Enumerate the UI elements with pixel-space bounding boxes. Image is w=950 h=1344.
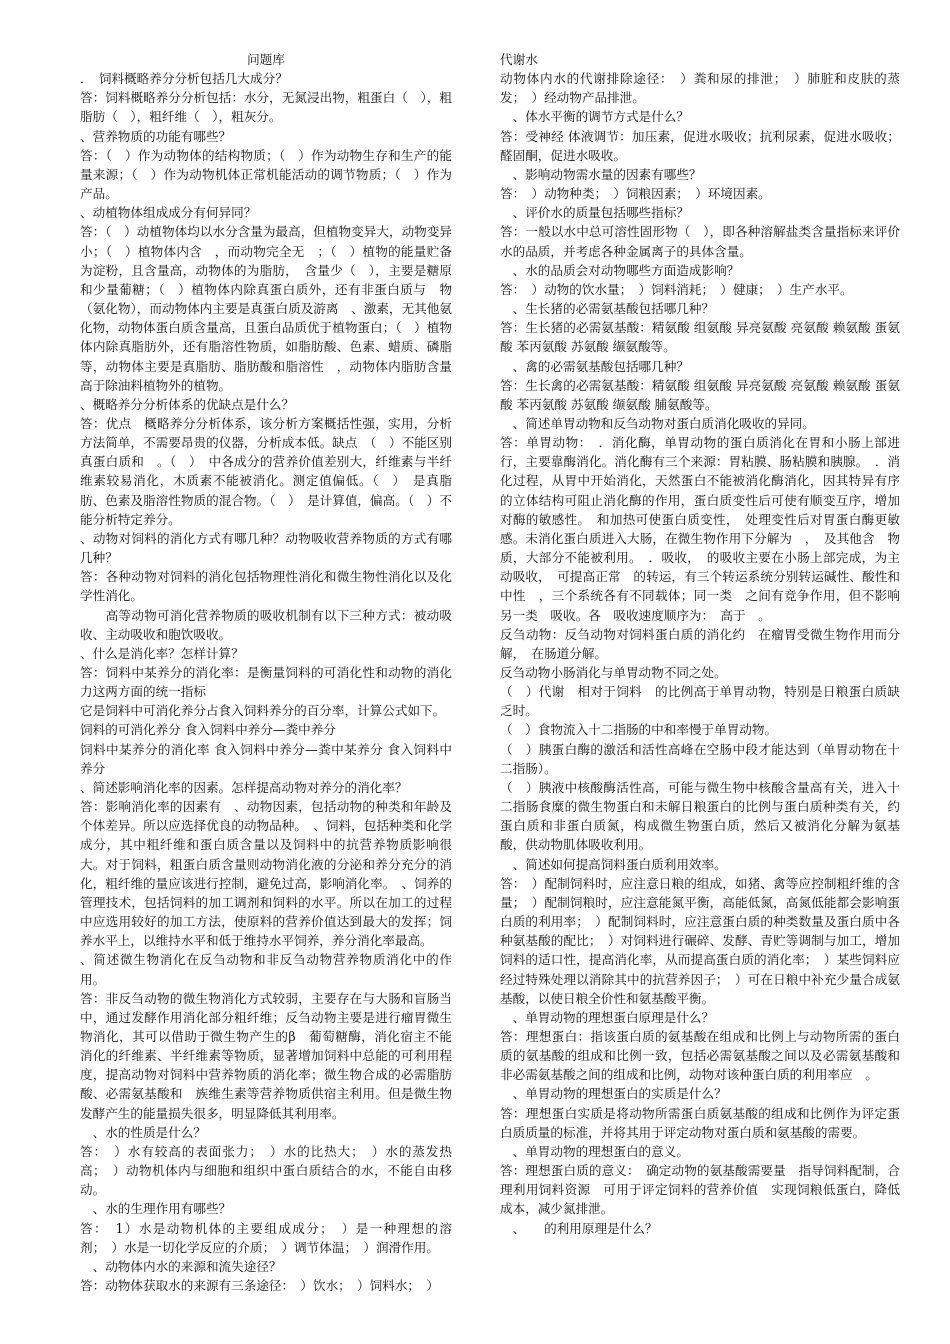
answer-12: 答：受神经 体液调节：加压素，促进水吸收；抗利尿素，促进水吸收；醛固酮，促进水吸收。 [500, 128, 900, 163]
formula-digestible-nutrient: 饲料的可消化养分 食入饲料中养分—粪中养分 [80, 722, 336, 738]
question-9: 、水的性质是什么？ [80, 1124, 206, 1140]
answer-14: 答：一般以水中总可溶性固形物（ ），即各种溶解盐类含量指标来评价水的品质，并考虑各种金属离子的具体含量。 [500, 224, 900, 259]
answer-18-ruminant: 反刍动物：反刍动物对饲料蛋白质的消化约 在瘤胃受微生物作用而分解， 在肠道分解。 [500, 626, 900, 661]
question-4: 、概略养分分析体系的优缺点是什么？ [80, 396, 295, 412]
answer-10: 答： 1）水是动物机体的主要组成成分； ）是一种理想的溶剂； ）水是一切化学反应的介质； ）调节体温； ）润滑作用。 [80, 1220, 452, 1255]
answer-7: 答：影响消化率的因素有 、动物因素，包括动物的种类和年龄及个体差异。所以应选择优良的动物品种。 、饲料，包括种类和化学成分，其中粗纤维和蛋白质含量以及饲料中的抗营养物质影响很大。对于饲料，粗蛋白质含量则动物消化液的分泌和养分充分的消化，粗纤维的量应该进行控制，避免过高，影响消化率。 、饲养的管理技术，包括饲料的加工调剂和饲料的水平。所以在加工的过程中应选用较好的加工方法，使原料的营养价值达到最大的发挥；饲养水平上，以维持水平和低于维持水平饲养，养分消化率最高。 [80, 799, 452, 949]
question-3: 、动植物体组成成分有何异同？ [80, 205, 257, 221]
answer-18-monogastric: 答：单胃动物： ．消化酶，单胃动物的蛋白质消化在胃和小肠上部进行，主要靠酶消化。消化酶有三个来源：胃粘膜、肠粘膜和胰腺。 ．消化过程，从胃中开始消化，天然蛋白不能被消化酶消化，因其特异有序的立体结构可阻止消化酶的作用，蛋白质变性后可使有顺变互序，增加对酶的敏感性。 和加热可使蛋白质变性， 处理变性后对胃蛋白酶更敏感。未消化蛋白质进入大肠，在微生物作用下分解为 ， 及其他含 物质，大部分不能被利用。 ．吸收， 的吸收主要在小肠上部完成，为主动吸收， 可提高正常 的转运，有三个转运系统分别转运碱性、酸性和中性 ，三个系统各有不同载体；同一类 之间有竞争作用，但不影响另一类 吸收。各 吸收速度顺序为： 高于 。 [500, 435, 900, 623]
answer-11-continued: 代谢水 [500, 52, 538, 67]
answer-17: 答：生长禽的必需氨基酸：精氨酸 组氨酸 异亮氨酸 亮氨酸 赖氨酸 蛋氨酸 苯丙氨酸 苏氨酸 缬氨酸 脯氨酸等。 [500, 377, 900, 412]
question-6: 、什么是消化率？怎样计算？ [80, 645, 244, 661]
answer-19: 答： ）配制饲料时，应注意日粮的组成，如猪、禽等应控制粗纤维的含量； ）配制饲粮时，应注意能氮平衡，高能低氮，高氮低能都会影响蛋白质的利用率； ）配制饲料时，应注意蛋白质的种类数量及蛋白质中各种氨基酸的配比； ）对饲料进行碾碎、发酵、青贮等调制与加工，增加饲料的适口性，提高消化率，从而提高蛋白质的消化率； ）某些饲料应经过特殊处理以消除其中的抗营养因子； ）可在日粮中补充少量合成氨基酸，以使日粮全价性和氨基酸平衡。 [500, 875, 900, 1006]
question-1: ． 饲料概略养分分析包括几大成分？ [80, 71, 288, 87]
answer-18-differences-heading: 反刍动物小肠消化与单胃动物不同之处。 [500, 665, 727, 680]
answer-6: 答：饲料中某养分的消化率：是衡量饲料的可消化性和动物的消化力这两方面的统一指标 [80, 665, 452, 700]
answer-18-difference-4: （ ）胰液中核酸酶活性高，可能与微生物中核酸含量高有关，进入十二指肠食糜的微生物蛋白和未解日粮蛋白的比例与蛋白质种类有关，约蛋白质和非蛋白质氮，构成微生物蛋白质，然后又被消化分解为氨基酸，供动物肌体吸收利用。 [500, 779, 900, 853]
question-12: 、体水平衡的调节方式是什么？ [500, 109, 689, 125]
question-18: 、简述单胃动物和反刍动物对蛋白质消化吸收的异同。 [500, 415, 815, 431]
answer-13: 答： ）动物种类； ）饲粮因素； ）环境因素。 [500, 186, 771, 202]
answer-18-difference-3: （ ）胰蛋白酶的激活和活性高峰在空肠中段才能达到（单胃动物在十二指肠）。 [500, 741, 900, 776]
question-10: 、水的生理作用有哪些？ [80, 1201, 232, 1217]
answer-3: 答：（ ）动植物体均以水分含量为最高，但植物变异大，动物变异小；（ ）植物体内含 ，而动物完全无 ；（ ）植物的能量贮备为淀粉，且含量高，动物体的为脂肪， 含量少（ ），主要是糖原和少量葡糖；（ ）植物体内除真蛋白质外，还有非蛋白质与 物（氨化物），而动物体内主要是真蛋白质及游离 、激素，无其他氨化物，动物体蛋白质含量高，且蛋白品质优于植物蛋白；（ ）植物体内除真脂肪外，还有脂溶性物质，如脂肪酸、色素、蜡质、磷脂等，动物体主要是真脂肪、脂肪酸和脂溶性 ，动物体内脂肪含量高于除油料植物外的植物。 [80, 224, 452, 393]
document-title: 问题库 [247, 52, 285, 67]
answer-6-formula-intro: 它是饲料中可消化养分占食入饲料养分的百分率，计算公式如下。 [80, 703, 446, 719]
answer-18-difference-1: （ ）代谢 相对于饲料 的比例高于单胃动物，特别是日粮蛋白质缺乏时。 [500, 684, 900, 719]
answer-9: 答： ）水有较高的表面张力； ）水的比热大； ）水的蒸发热高； ）动物机体内与细胞和组织中蛋白质结合的水，不能自由移动。 [80, 1143, 452, 1198]
question-22: 、单胃动物的理想蛋白的意义。 [500, 1143, 689, 1159]
question-13: 、影响动物需水量的因素有哪些？ [500, 166, 702, 182]
question-20: 、单胃动物的理想蛋白原理是什么？ [500, 1009, 715, 1025]
question-21: 、单胃动物的理想蛋白的实质是什么？ [500, 1086, 727, 1102]
question-23: 、 的利用原理是什么？ [500, 1220, 658, 1236]
question-11: 、动物体内水的来源和流失途径？ [80, 1258, 282, 1274]
answer-18-difference-2: （ ）食物流入十二指肠的中和率慢于单胃动物。 [500, 722, 778, 738]
answer-2: 答：（ ）作为动物体的结构物质；（ ）作为动物生存和生产的能量来源；（ ）作为动物机体正常机能活动的调节物质；（ ）作为产品。 [80, 147, 452, 202]
question-5: 、动物对饲料的消化方式有哪几种？动物吸收营养物质的方式有哪几种？ [80, 530, 452, 566]
question-8: 、简述微生物消化在反刍动物和非反刍动物营养物质消化中的作用。 [80, 952, 452, 987]
answer-1: 答：饲料概略养分分析包括：水分，无氮浸出物，粗蛋白（ ），粗脂肪（ ），粗纤维（ ），粗灰分。 [80, 90, 452, 125]
question-2: 、营养物质的功能有哪些？ [80, 128, 232, 144]
question-16: 、生长猪的必需氨基酸包括哪几种？ [500, 301, 715, 317]
answer-16: 答：生长猪的必需氨基酸：精氨酸 组氨酸 异亮氨酸 亮氨酸 赖氨酸 蛋氨酸 苯丙氨酸 苏氨酸 缬氨酸等。 [500, 320, 900, 355]
question-7: 、简述影响消化率的因素。怎样提高动物对养分的消化率？ [80, 779, 408, 795]
answer-15: 答： ）动物的饮水量； ）饲料消耗； ）健康； ）生产水平。 [500, 281, 853, 297]
answer-5: 答：各种动物对饲料的消化包括物理性消化和微生物性消化以及化学性消化。 [80, 569, 452, 604]
question-15: 、水的品质会对动物哪些方面造成影响？ [500, 262, 740, 278]
answer-11: 答：动物体获取水的来源有三条途径： ）饮水； ）饲料水； ） [80, 1278, 439, 1293]
answer-4: 答：优点 概略养分分析体系，该分析方案概括性强，实用，分析方法简单，不需要昂贵的仪器，分析成本低。缺点 （ ）不能区别真蛋白质和 。（ ） 中各成分的营养价值差别大，纤维素与半纤维素较易消化，木质素不能被消化。测定值偏低。（ ） 是真脂肪、色素及脂溶性物质的混合物。（ ） 是计算值，偏高。（ ）不能分析特定养分。 [80, 415, 452, 527]
question-17: 、禽的必需氨基酸包括哪几种？ [500, 358, 689, 374]
answer-21: 答：理想蛋白实质是将动物所需蛋白质氨基酸的组成和比例作为评定蛋白质质量的标准，并将其用于评定动物对蛋白质和氨基酸的需要。 [500, 1105, 900, 1140]
answer-8: 答：非反刍动物的微生物消化方式较弱，主要存在与大肠和盲肠当中，通过发酵作用消化部分粗纤维；反刍动物主要是进行瘤胃微生物消化，其可以借助于微生物产生的β 葡萄糖酶，消化宿主不能消化的纤维素、半纤维素等物质，显著增加饲料中总能的可利用程度，提高动物对饲料中营养物质的消化率；微生物合成的必需脂肪酸、必需氨基酸和 族维生素等营养物质供宿主利用。但是微生物发酵产生的能量损失很多，明显降低其利用率。 [80, 990, 452, 1121]
answer-11-drainage: 动物体内水的代谢排除途径： ）粪和尿的排泄； ）肺脏和皮肤的蒸发； ）经动物产品排泄。 [500, 71, 900, 106]
answer-5-continued: 高等动物可消化营养物质的吸收机制有以下三种方式：被动吸收、主动吸收和胞饮吸收。 [80, 607, 452, 642]
right-column [500, 50, 900, 1238]
question-19: 、简述如何提高饲料蛋白质利用效率。 [500, 856, 727, 872]
answer-20: 答：理想蛋白：指该蛋白质的氨基酸在组成和比例上与动物所需的蛋白质的氨基酸的组成和比例一致，包括必需氨基酸之间以及必需氨基酸和非必需氨基酸之间的组成和比例，动物对该种蛋白质的利用率应 。 [500, 1028, 900, 1083]
answer-22: 答：理想蛋白质的意义： 确定动物的氨基酸需要量 指导饲料配制，合理利用饲料资源 可用于评定饲料的营养价值 实现饲粮低蛋白，降低成本，减少氮排泄。 [500, 1163, 900, 1217]
question-14: 、评价水的质量包括哪些指标？ [500, 205, 689, 221]
formula-digestibility: 饲料中某养分的消化率 食入饲料中养分—粪中某养分 食入饲料中养分 [80, 741, 452, 776]
left-column [80, 50, 452, 1295]
